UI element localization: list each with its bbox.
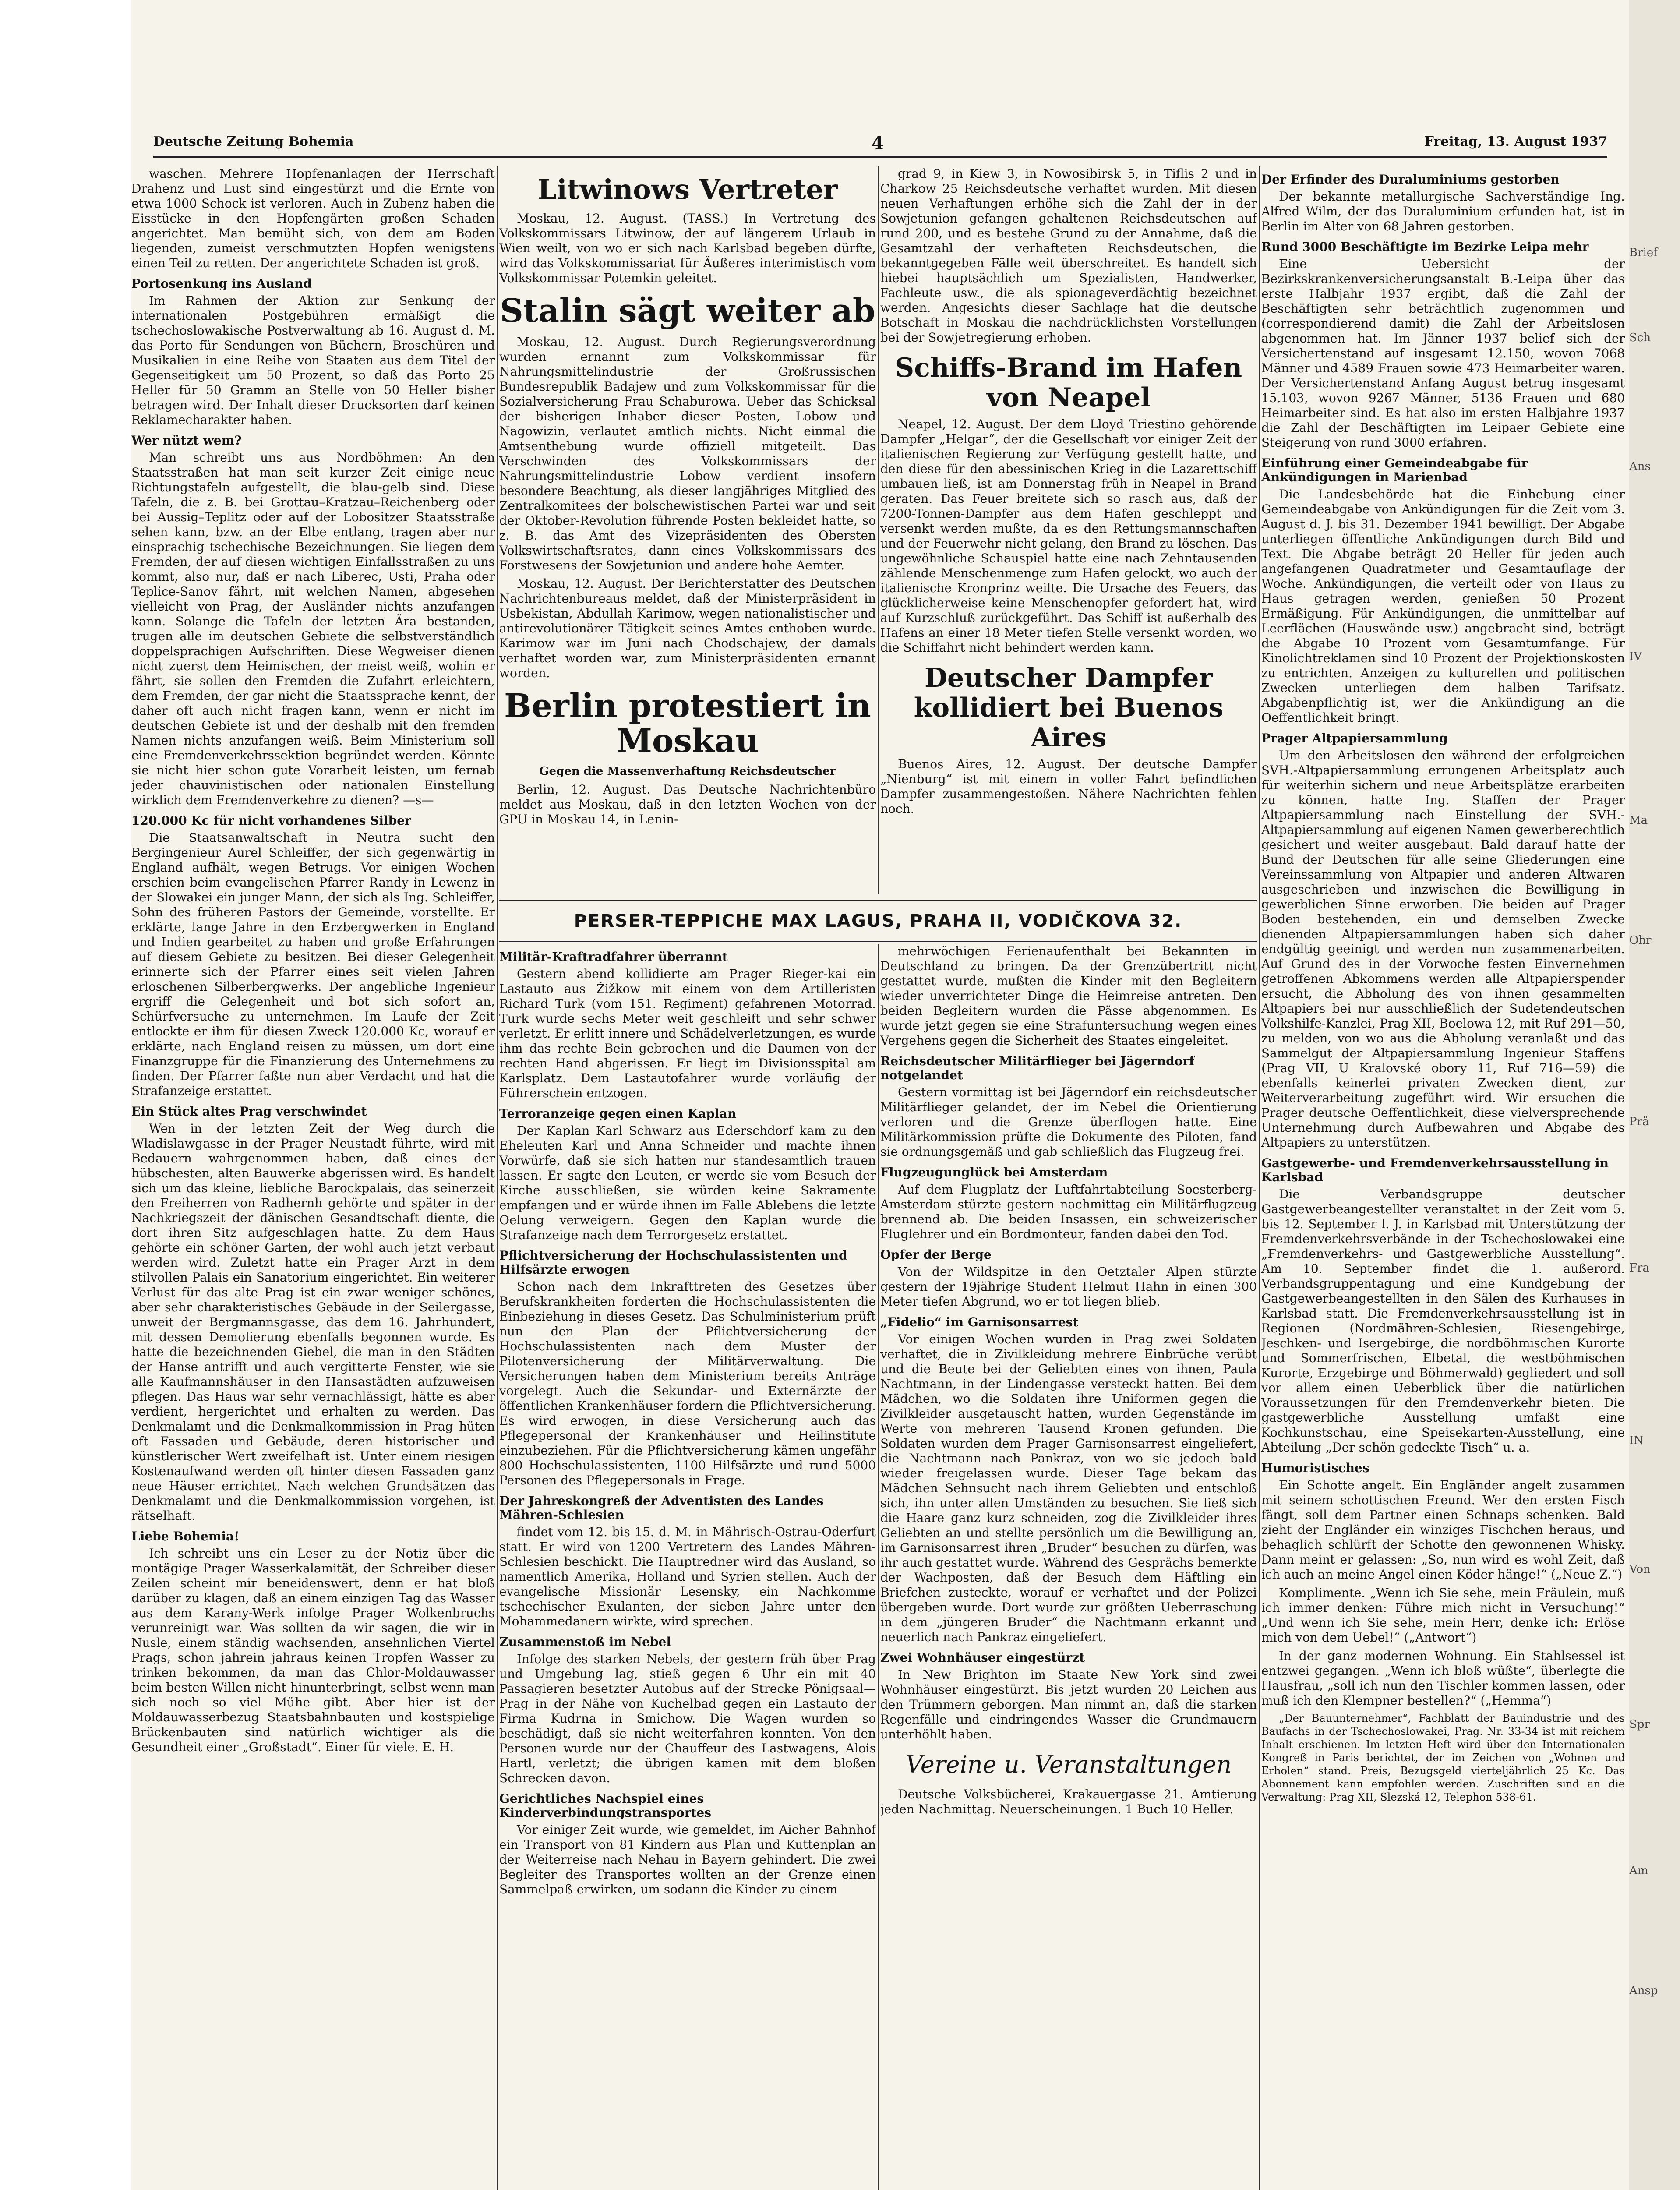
article-text: Ein Schotte angelt. Ein Engländer angelt zusammen mit seinem schottischen Freund. Wer den ersten Fisch fängt, soll dem Partner einen Schnaps schenken. Bald zieht der Engländer ein winziges Fischchen heraus, und behaglich schlürft der Schotte den gewonnenen Whisky. Dann meint er gelassen: „So, nun wird es wohl Zeit, daß ich auch an meine Angel einen Köder hänge!“ („Neue Z.“) [1261,1478,1625,1582]
column-2-bottom [499,944,876,2190]
column-2-top [499,166,876,920]
article-heading: Humoristisches [1261,1461,1369,1475]
column-3-bottom [880,944,1257,2190]
column-rule [1259,166,1260,2190]
article-text: Der Kaplan Karl Schwarz aus Ederschdorf kam zu den Eheleuten Karl und Anna Schneider und machte ihnen Vorwürfe, daß sie sich hatten nur standesamtlich trauen lassen. Er sagte den Leuten, er werde sie vom Besuch der Kirche ausschließen, sie würden keine Sakramente empfangen und er würde ihnen im Falle Ablebens die letzte Oelung verweigern. Gegen den Kaplan wurde die Strafanzeige nach dem Terrorgesetz erstattet. [499,1123,876,1242]
column-rule [878,944,879,2190]
adjacent-page-fragment: Ma [1629,814,1648,827]
article-text: Berlin, 12. August. Das Deutsche Nachrichtenbüro meldet aus Moskau, daß in den letzten Wochen von der GPU in Moskau 14, in Lenin- [499,782,876,827]
article-text: Vor einigen Wochen wurden in Prag zwei Soldaten verhaftet, die in Zivilkleidung mehrere Einbrüche verübt und die Beute bei der Geliebten eines von ihnen, Paula Nachtmann, in der Lindengasse versteckt hatten. Bei dem Mädchen, wo die Soldaten ihre Uniformen gegen die Zivilkleider ausgetauscht hatten, wurden Gegenstände im Werte von mehreren Tausend Kronen gefunden. Die Soldaten wurden dem Prager Garnisonsarrest eingeliefert, die Nachtmann nach Pankraz, von wo sie jedoch bald wieder freigelassen wurde. Dieser Tage bekam das Mädchen Sehnsucht nach ihrem Geliebten und entschloß sich, ihn unter allen Umständen zu besuchen. Sie ließ sich die Haare ganz kurz schneiden, zog die Zivilkleider ihres Geliebten an und stellte persönlich um die Bewilligung an, im Garnisonsarrest ihren „Bruder“ besuchen zu dürfen, was ihr auch gestattet wurde. Während des Gesprächs bemerkte der Wachposten, daß der Besuch dem Häftling ein Briefchen zusteckte, worauf er verhaftet und der Polizei übergeben wurde. Dort wurde zur größten Ueberraschung in dem „jüngeren Bruder“ die Nachtmann erkannt und neuerlich nach Pankraz eingeliefert. [880,1332,1257,1644]
article-text: Die Staatsanwaltschaft in Neutra sucht den Bergingenieur Aurel Schleiffer, der sich gegenwärtig in England aufhält, wegen Betrugs. Vor einigen Wochen erschien beim evangelischen Pfarrer Randy in Lewenz in der Slowakei ein junger Mann, der sich als Ing. Schleiffer, Sohn des früheren Pastors der Gemeinde, vorstellte. Er erklärte, lange Jahre in den Erzbergwerken in England und Indien gearbeitet zu haben und große Erfahrungen auf diesem Gebiete zu besitzen. Bei dieser Gelegenheit erinnerte sich der Pfarrer eines seit vielen Jahren erloschenen Silberbergwerks. Der angebliche Ingenieur ergriff die Gelegenheit und bot sich sofort an, Schürfversuche zu unternehmen. Im Laufe der Zeit entlockte er ihm für diesen Zweck 120.000 Kc, worauf er erklärte, nach England reisen zu müssen, um dort eine Finanzgruppe für die Finanzierung des Unternehmens zu finden. Der Pfarrer faßte nun aber Verdacht und hat die Strafanzeige erstattet. [131,830,495,1098]
article-heading: Opfer der Berge [880,1247,992,1262]
article-heading: Einführung einer Gemeindeabgabe für Ankündigungen in Marienbad [1261,456,1528,484]
newspaper-title: Deutsche Zeitung Bohemia [153,134,354,149]
article-text: Moskau, 12. August. Der Berichterstatter des Deutschen Nachrichtenbureaus meldet, daß der Ministerpräsident in Usbekistan, Abdullah Karimow, wegen nationalistischer und antirevolutionärer Tätigkeit seines Amtes enthoben wurde. Karimow war im Juni nach Chodschajew, der damals verhaftet worden war, zum Ministerpräsidenten ernannt worden. [499,576,876,680]
article-text: Deutsche Volksbücherei, Krakauergasse 21. Amtierung jeden Nachmittag. Neuerscheinungen. 1 Buch 10 Heller. [880,1787,1257,1816]
article-heading: 120.000 Kc für nicht vorhandenes Silber [131,813,411,828]
article-heading: Reichsdeutscher Militärflieger bei Jägerndorf notgelandet [880,1054,1195,1082]
article-text: Die Landesbehörde hat die Einhebung einer Gemeindeabgabe von Ankündigungen für die Zeit vom 3. August d. J. bis 31. Dezember 1941 bewilligt. Der Abgabe unterliegen öffentliche Ankündigungen durch Bild und Text. Die Abgabe beträgt 20 Heller für jeden auch angefangenen Quadratmeter und Gesamtauflage der Woche. Ankündigungen, die verteilt oder von Haus zu Haus getragen werden, genießen 50 Prozent Ermäßigung. Für Ankündigungen, die unmittelbar auf Leerflächen (Hauswände usw.) angebracht sind, beträgt die Abgabe 10 Prozent vom Gesamtumfange. Für Kinolichtreklamen sind 10 Prozent der Projektionskosten zu entrichten. Anzeigen zu kulturellen und politischen Zwecken unterliegen dem halben Tarifsatz. Abgabenpflichtig ist, wer die Ankündigung an die Oeffentlichkeit bringt. [1261,487,1625,725]
article-text: Gestern vormittag ist bei Jägerndorf ein reichsdeutscher Militärflieger gelandet, der im Nebel die Orientierung verloren und die Grenze überflogen hatte. Eine Militärkommission prüfte die Dokumente des Piloten, fand sie ordnungsgemäß und gab schließlich das Flugzeug frei. [880,1085,1257,1159]
adjacent-page-fragment: IN [1629,1434,1644,1447]
advertisement-banner [499,900,1257,942]
article-text: Moskau, 12. August. Durch Regierungsverordnung wurden ernannt zum Volkskommissar für Nahrungsmittelindustrie der Großrussischen Bundesrepublik Badajew und zum Volkskommissar für die Sozialversicherung Frau Schaburowa. Ueber das Schicksal der bisherigen Inhaber dieser Posten, Lobow und Nagowizin, verlautet amtlich nichts. Nicht einmal die Amtsenthebung wurde offiziell mitgeteilt. Das Verschwinden des Volkskommissars der Nahrungsmittelindustrie Lobow verdient insofern besondere Beachtung, als dieser langjähriges Mitglied des Zentralkomitees der bolschewistischen Partei war und seit der Oktober-Revolution führende Posten bekleidet hatte, so z. B. das Amt des Vizepräsidenten des Obersten Volkswirtschaftsrates, dann eines Volkskommissars des Forstwesens der Sowjetunion und andere hohe Aemter. [499,335,876,572]
adjacent-page-fragment: Brief [1629,246,1658,259]
headline-neapel: Schiffs-Brand im Hafen von Neapel [895,353,1242,413]
article-heading: Zusammenstoß im Nebel [499,1635,671,1649]
article-text: Im Rahmen der Aktion zur Senkung der internationalen Postgebühren ermäßigt die tschechoslowakische Postverwaltung ab 16. August d. M. das Porto für Sendungen von Büchern, Broschüren und Musikalien in eine Reihe von Staaten aus dem Titel der Gegenseitigkeit um 50 Prozent, so daß das Porto 25 Heller für 50 Gramm an Stelle von 50 Heller bisher betragen wird. Der Inhalt dieser Drucksorten darf keinen Reklamecharakter haben. [131,293,495,427]
adjacent-page-fragment: Ohr [1629,934,1652,947]
article-text: Infolge des starken Nebels, der gestern früh über Prag und Umgebung lag, stieß gegen 6 Uhr ein mit 40 Passagieren besetzter Autobus auf der Strecke Pönigsaal—Prag in der Nähe von Kuchelbad gegen ein Lastauto der Firma Kudrna in Smichow. Die Wagen wurden so beschädigt, daß sie nicht weiterfahren konnten. Von den Personen wurde nur der Chauffeur des Lastwagens, Alois Hartl, verletzt; die übrigen kamen mit dem bloßen Schrecken davon. [499,1652,876,1785]
article-text: findet vom 12. bis 15. d. M. in Mährisch-Ostrau-Oderfurt statt. Er wird von 1200 Vertretern des Landes Mähren-Schlesien beschickt. Die Hauptredner wird das Ausland, so namentlich Amerika, Holland und Syrien stellen. Auch der evangelische Missionär Lesensky, ein Nachkomme tschechischer Exulanten, der sieben Jahre unter den Mohammedanern wirkte, wird sprechen. [499,1525,876,1628]
headline-litwinow: Litwinows Vertreter [537,173,838,205]
adjacent-page-fragment: Ans [1629,460,1651,473]
page-header [153,130,1607,158]
adjacent-page-fragment: IV [1629,650,1642,663]
adjacent-page-fragment: Am [1629,1864,1648,1877]
adjacent-page-fragment: Sch [1629,331,1651,344]
article-text: Vor einiger Zeit wurde, wie gemeldet, im Aicher Bahnhof ein Transport von 81 Kindern aus Plan und Kuttenplan an der Weiterreise nach Nehau in Bayern gehindert. Die zwei Begleiter des Transportes wollten an der Grenze einen Sammelpaß erwirken, um sodann die Kinder zu einem [499,1823,876,1897]
article-heading: Gerichtliches Nachspiel eines Kinderverbindungstransportes [499,1791,711,1820]
adjacent-page-fragment: Von [1629,1563,1651,1576]
advertisement-text: PERSER-TEPPICHE MAX LAGUS, PRAHA II, VODIČKOVA 32. [574,911,1182,931]
adjacent-page-strip [1629,0,1680,2190]
article-text: „Der Bauunternehmer“, Fachblatt der Bauindustrie und des Baufachs in der Tschechoslowakei, Prag. Nr. 33-34 ist mit reichem Inhalt erschienen. Im letzten Heft wird über den Internationalen Kongreß in Paris berichtet, der im Zeichen von „Wohnen und Erholen“ stand. Preis, Bezugsgeld vierteljährlich 25 Kc. Das Abonnement kann empfohlen werden. Zuschriften sind an die Verwaltung: Prag XII, Slezská 12, Telephon 538-61. [1261,1712,1625,1803]
article-heading: Liebe Bohemia! [131,1529,240,1544]
article-text: Wen in der letzten Zeit der Weg durch die Wladislawgasse in der Prager Neustadt führte, wird mit Bedauern wahrgenommen haben, daß eines der hübschesten, alten Bauwerke abgerissen wird. Es handelt sich um das kleine, liebliche Barockpalais, das seinerzeit den Freiherren von Radhernh gehörte und später in der Nachkriegszeit der dänischen Gesandtschaft diente, die dort ihren Sitz aufgeschlagen hatte. Zu dem Haus gehörte ein schöner Garten, der wohl auch jetzt verbaut werden wird. Zuletzt hatte ein Prager Arzt in dem stilvollen Palais ein Sanatorium eingerichtet. Ein weiterer Verlust für das alte Prag ist ein zwar weniger schönes, aber sehr charakteristisches Gebäude in der Seilergasse, unweit der Bergmannsgasse, das dem 16. Jahrhundert, mit dessen Demolierung ebenfalls begonnen wurde. Es hatte die bezeichnenden Giebel, die man in den Städten der Hanse antrifft und auch vergitterte Fenster, wie sie alle Kaufmannshäuser in den Hansastädten aufzuweisen pflegen. Das Haus war sehr vernachlässigt, hätte es aber verdient, hergerichtet und erhalten zu werden. Das Denkmalamt und die Denkmalkommission in Prag hüten oft Fassaden und Gebäude, deren historischer und künstlerischer Wert zweifelhaft ist. Unter einem riesigen Kostenaufwand werden oft hinter diesen Fassaden ganz neue Häuser errichtet. Nach welchen Grundsätzen das Denkmalamt und die Denkmalkommission vorgehen, ist rätselhaft. [131,1121,495,1523]
article-heading: Rund 3000 Beschäftigte im Bezirke Leipa mehr [1261,240,1589,254]
article-text: grad 9, in Kiew 3, in Nowosibirsk 5, in Tiflis 2 und in Charkow 25 Reichsdeutsche verhaftet wurden. Mit diesen neuen Verhaftungen erhöhe sich die Zahl der in der Sowjetunion gefangen gehaltenen Reichsdeutschen auf rund 200, und es bestehe Grund zu der Annahme, daß die Gesamtzahl der verhafteten Reichsdeutschen, die bekanntgegeben Fälle weit überschreitet. Es handelt sich hiebei hauptsächlich um Spezialisten, Handwerker, Fachleute usw., die als spionageverdächtig bezeichnet werden. Angesichts dieser Sachlage hat die deutsche Botschaft in Moskau die nachdrücklichsten Vorstellungen bei der Sowjetregierung erhoben. [880,166,1257,345]
headline-berlin: Berlin protestiert in Moskau [504,687,871,760]
article-text: Auf dem Flugplatz der Luftfahrtabteilung Soesterberg-Amsterdam stürzte gestern nachmittag ein Militärflugzeug brennend ab. Die beiden Insassen, ein schweizerischer Fluglehrer und ein Bordmonteur, fanden dabei den Tod. [880,1182,1257,1241]
column-3-top [880,166,1257,920]
issue-date: Freitag, 13. August 1937 [1424,134,1607,149]
article-text: Gestern abend kollidierte am Prager Rieger-kai ein Lastauto aus Žižkow mit einem von dem Artilleristen Richard Turk (vom 151. Regiment) gefahrenen Motorrad. Turk wurde sechs Meter weit geschleift und sehr schwer verletzt. Er erlitt innere und Schädelverletzungen, es wurde ihm das rechte Bein gebrochen und die Daumen von der rechten Hand abgerissen. Er liegt im Divisionsspital am Karlsplatz. Dem Lastautofahrer wurde vorläufig der Führerschein entzogen. [499,967,876,1100]
column-1 [131,166,495,2190]
adjacent-page-fragment: Spr [1629,1718,1650,1731]
article-heading: „Fidelio“ im Garnisonsarrest [880,1315,1079,1329]
article-text: waschen. Mehrere Hopfenanlagen der Herrschaft Drahenz und Lust sind eingestürzt und die Ernte von etwa 1000 Schock ist verloren. Auch in Zubenz haben die Eisstücke in den Hopfengärten großen Schaden angerichtet. Man bemüht sich, von dem am Boden liegenden, zumeist verschmutzten Hopfen wenigstens einen Teil zu retten. Der angerichtete Schaden ist groß. [131,166,495,270]
adjacent-page-fragment: Ansp [1629,1984,1658,1997]
subheadline: Gegen die Massenverhaftung Reichsdeutscher [539,765,836,778]
article-text: mehrwöchigen Ferienaufenthalt bei Bekannten in Deutschland zu bringen. Da der Grenzübertritt nicht gestattet wurde, mußten die Kinder mit den Begleitern wieder unverrichteter Dinge die Heimreise antreten. Den beiden Begleitern wurden die Pässe abgenommen. Es wurde jetzt gegen sie eine Strafuntersuchung wegen eines Vergehens gegen die Sicherheit des Staates eingeleitet. [880,944,1257,1048]
article-heading: Ein Stück altes Prag verschwindet [131,1104,367,1119]
article-heading: Portosenkung ins Ausland [131,276,312,291]
article-heading: Gastgewerbe- und Fremdenverkehrsausstellung in Karlsbad [1261,1156,1609,1184]
article-heading: Der Erfinder des Duraluminiums gestorben [1261,172,1560,187]
column-rule [878,166,879,894]
article-heading: Wer nützt wem? [131,433,242,448]
article-heading: Terroranzeige gegen einen Kaplan [499,1106,737,1121]
article-heading: Militär-Kraftradfahrer überrannt [499,950,728,964]
headline-buenos-aires: Deutscher Dampfer kollidiert bei Buenos Aires [914,663,1224,753]
article-text: Von der Wildspitze in den Oetztaler Alpen stürzte gestern der 19jährige Student Helmut Hahn in einen 300 Meter tiefen Abgrund, wo er tot liegen blieb. [880,1265,1257,1309]
article-text: Die Verbandsgruppe deutscher Gastgewerbeangestellter veranstaltet in der Zeit vom 5. bis 12. September l. J. in Karlsbad mit Unterstützung der Fremdenverkehrsverbände in der Tschechoslowakei eine „Fremdenverkehrs- und Gastgewerbliche Ausstellung“. Am 10. September findet die 1. außerord. Verbandsgruppentagung und eine Kundgebung der Gastgewerbeangestellten in den Sälen des Kurhauses in Karlsbad statt. Die Fremdenverkehrsausstellung ist in Regionen (Nordmähren-Schlesien, Riesengebirge, Jeschken- und Isergebirge, die nordböhmischen Kurorte und Sommerfrischen, Elbetal, die westböhmischen Kurorte, Erzgebirge und Böhmerwald) gegliedert und soll vor allem einen Ueberblick über die natürlichen Voraussetzungen für den Fremdenverkehr bieten. Die gastgewerbliche Ausstellung umfaßt eine Kochkunstschau, eine Speisekarten-Ausstellung, eine Abteilung „Der schön gedeckte Tisch“ u. a. [1261,1187,1625,1455]
article-text: In New Brighton im Staate New York sind zwei Wohnhäuser eingestürzt. Bis jetzt wurden 20 Leichen aus den Trümmern geborgen. Man nimmt an, daß die starken Regenfälle und eindringendes Wasser die Grundmauern unterhöhlt haben. [880,1667,1257,1741]
adjacent-page-fragment: Fra [1629,1261,1649,1275]
article-text: Schon nach dem Inkrafttreten des Gesetzes über Berufskrankheiten forderten die Hochschulassistenten die Einbeziehung in dieses Gesetz. Das Schulministerium prüft nun den Plan der Pflichtversicherung der Hochschulassistenten nach dem Muster der Pilotenversicherung der Militärverwaltung. Die Versicherungen haben dem Ministerium bereits Anträge vorgelegt. Auch die Sekundar- und Externärzte der öffentlichen Krankenhäuser fordern die Pflichtversicherung. Es wird erwogen, in diese Versicherung auch das Pflegepersonal der Krankenhäuser und Heilinstitute einzubeziehen. Für die Pflichtversicherung kämen ungefähr 800 Hochschulassistenten, 1100 Hilfsärzte und rund 5000 Personen des Pflegepersonals in Frage. [499,1279,876,1487]
article-text: Neapel, 12. August. Der dem Lloyd Triestino gehörende Dampfer „Helgar“, der die Gesellschaft vor einiger Zeit der italienischen Regierung zur Verfügung gestellt hatte, und den diese für den abessinischen Krieg in die Lazarettschiff umbauen ließ, ist am Donnerstag früh in Neapel in Brand geraten. Das Feuer breitete sich so rasch aus, daß der 7200-Tonnen-Dampfer aus dem Hafen geschleppt und versenkt werden mußte, da es den Rettungsmannschaften und der Feuerwehr nicht gelang, den Brand zu löschen. Das ungewöhnliche Schauspiel hatte eine nach Zehntausenden zählende Menschenmenge zum Hafen gelockt, wo auch der italienische Kronprinz weilte. Die Ursache des Feuers, das glücklicherweise keine Menschenopfer gefordert hat, wird auf Kurzschluß zurückgeführt. Das Schiff ist außerhalb des Hafens an einer 18 Meter tiefen Stelle versenkt worden, wo die Schiffahrt nicht behindert werden kann. [880,417,1257,655]
page-number: 4 [872,133,884,154]
article-heading: Der Jahreskongreß der Adventisten des Landes Mähren-Schlesien [499,1494,824,1522]
article-heading: Flugzeugunglück bei Amsterdam [880,1165,1108,1180]
left-margin [0,0,131,2190]
article-text: Man schreibt uns aus Nordböhmen: An den Staatsstraßen hat man seit kurzer Zeit einige neue Richtungstafeln aufgestellt, die blau-gelb sind. Diese Tafeln, die z. B. bei Grottau–Kratzau–Reichenberg oder bei Aussig–Teplitz oder auf der Lobositzer Staatsstraße sehen kann, bzw. an der Elbe entlang, tragen aber nur einsprachig tschechische Bezeichnungen. Sie liegen dem Fremden, der auf diesen wichtigen Einfallsstraßen zu uns kommt, also nur, daß er nach Liberec, Usti, Praha oder Teplice-Sanov fährt, mit welchen Namen, abgesehen vielleicht von Prag, der Ausländer nichts anzufangen kann. Solange die Tafeln der letzten Ära bestanden, trugen alle im deutschen Gebiete die selbstverständlich doppelsprachigen Aufschriften. Diese Wegweiser dienen nicht zuerst dem Heimischen, der meist weiß, wohin er fährt, sie sollen den Fremden die Zufahrt erleichtern, dem Fremden, der gar nicht die Staatssprache kennt, der daher oft auch nicht fragen kann, wenn er nicht im deutschen Gebiete ist und der deshalb mit den fremden Namen nichts anzufangen weiß. Beim Ministerium soll eine Fremdenverkehrssektion begründet werden. Könnte sie nicht hier schon gute Vorarbeit leisten, um fernab jeder chauvinistischen oder nationalen Einstellung wirklich dem Fremdenverkehre zu dienen? —s— [131,450,495,807]
headline-stalin: Stalin sägt weiter ab [500,292,875,330]
article-heading: Pflichtversicherung der Hochschulassistenten und Hilfsärzte erwogen [499,1248,847,1277]
article-text: In der ganz modernen Wohnung. Ein Stahlsessel ist entzwei gegangen. „Wenn ich bloß wüßte“, überlegte die Hausfrau, „soll ich nun den Tischler kommen lassen, oder muß ich den Klempner bestellen?“ („Hemma“) [1261,1649,1625,1708]
article-heading: Zwei Wohnhäuser eingestürzt [880,1650,1085,1665]
article-heading: Prager Altpapiersammlung [1261,731,1448,745]
article-text: Eine Uebersicht der Bezirkskrankenversicherungsanstalt B.-Leipa über das erste Halbjahr 1937 ergibt, daß die Zahl der Beschäftigten sehr beträchtlich zugenommen und (correspondierend damit) die Zahl der Arbeitslosen abgenommen hat. Im Jänner 1937 belief sich der Versichertenstand auf insgesamt 12.150, wovon 7068 Männer und 4589 Frauen sowie 473 Heimarbeiter waren. Der Versichertenstand Anfang August betrug insgesamt 15.103, wovon 9267 Männer, 5136 Frauen und 680 Heimarbeiter sind. Es hat also im ersten Halbjahre 1937 die Zahl der Beschäftigten im Leipaer Gebiete eine Steigerung von rund 3000 erfahren. [1261,257,1625,450]
article-text: Der bekannte metallurgische Sachverständige Ing. Alfred Wilm, der das Duraluminium erfunden hat, ist in Berlin im Alter von 68 Jahren gestorben. [1261,189,1625,233]
section-title-vereine: Vereine u. Veranstaltungen [905,1751,1232,1778]
article-text: Ich schreibt uns ein Leser zu der Notiz über die montägige Prager Wasserkalamität, der Schreiber dieser Zeilen scheint mir beneidenswert, denn er hat bloß darüber zu klagen, daß an einem einzigen Tag das Wasser aus dem Karany-Werk infolge Prager Wolkenbruchs verunreinigt war. Was sollten da wir sagen, die wir in Nusle, einem ständig wachsenden, ansehnlichen Viertel Prags, schon jahrein jahraus keinen Tropfen Wasser zu trinken bekommen, da man das Chlor-Moldauwasser beim besten Willen nicht hinunterbringt, selbst wenn man sich noch so viel Mühe gibt. Aber hier ist der Moldauwasserbezug Staatsbahnbauten und kostspielige Brückenbauten sind natürlich wichtiger als die Gesundheit einer „Großstadt“. Einer für viele. E. H. [131,1546,495,1754]
column-rule [497,166,498,2190]
article-text: Buenos Aires, 12. August. Der deutsche Dampfer „Nienburg“ ist mit einem in voller Fahrt befindlichen Dampfer zusammengestoßen. Nähere Nachrichten fehlen noch. [880,757,1257,816]
article-text: Komplimente. „Wenn ich Sie sehe, mein Fräulein, muß ich immer denken: Führe mich nicht in Versuchung!“ „Und wenn ich Sie sehe, mein Herr, denke ich: Erlöse mich von dem Uebel!“ („Antwort“) [1261,1586,1625,1645]
article-text: Moskau, 12. August. (TASS.) In Vertretung des Volkskommissars Litwinow, der auf längerem Urlaub in Wien weilt, von wo er sich nach Karlsbad begeben dürfte, wird das Volkskommissariat für Äußeres interimistisch vom Volkskommissar Potemkin geleitet. [499,211,876,285]
adjacent-page-fragment: Prä [1629,1115,1649,1128]
column-4 [1261,166,1625,2190]
article-text: Um den Arbeitslosen den während der erfolgreichen SVH.-Altpapiersammlung errungenen Arbeitsplatz auch für weiterhin sichern und neue Arbeitsplätze erarbeiten zu können, hatte Ing. Staffen der Prager Altpapiersammlung nach Einstellung der SVH.-Altpapiersammlung auf eigenen Namen gewerberechtlich gesichert und weiter ausgebaut. Bald darauf hatte der Bund der Deutschen für alle seine Gliederungen eine Vereinssammlung von Altpapier und anderen Altwaren ausgeschrieben und inzwischen die Bewilligung in gewerblichen Sinne erworben. Die beiden auf Prager Boden bestehenden, ein und demselben Zwecke dienenden Altpapiersammlungen haben sich daher endgültig geeinigt und werden nun zusammenarbeiten. Auf Grund des in der Vorwoche festen Einvernehmen getroffenen Abkommens werden alle Altpapierspender ersucht, die Abholung des von ihnen gesammelten Altpapiers bei nur ausschließlich der Sudetendeutschen Volkshilfe-Kanzlei, Prag XII, Boelowa 12, mit Ruf 291—50, zu melden, von wo aus die Abholung veranlaßt und das Sammelgut der Altpapiersammlung Ingenieur Staffens (Prag VII, U Kralovské obory 11, Ruf 716—59) die ebenfalls keinerlei privaten Zwecken dient, zur Weiterverarbeitung zugeführt wird. Wir ersuchen die Prager deutsche Oeffentlichkeit, diese vielversprechende Unternehmung durch Aufbewahren und Abgabe des Altpapiers zu unterstützen. [1261,748,1625,1150]
